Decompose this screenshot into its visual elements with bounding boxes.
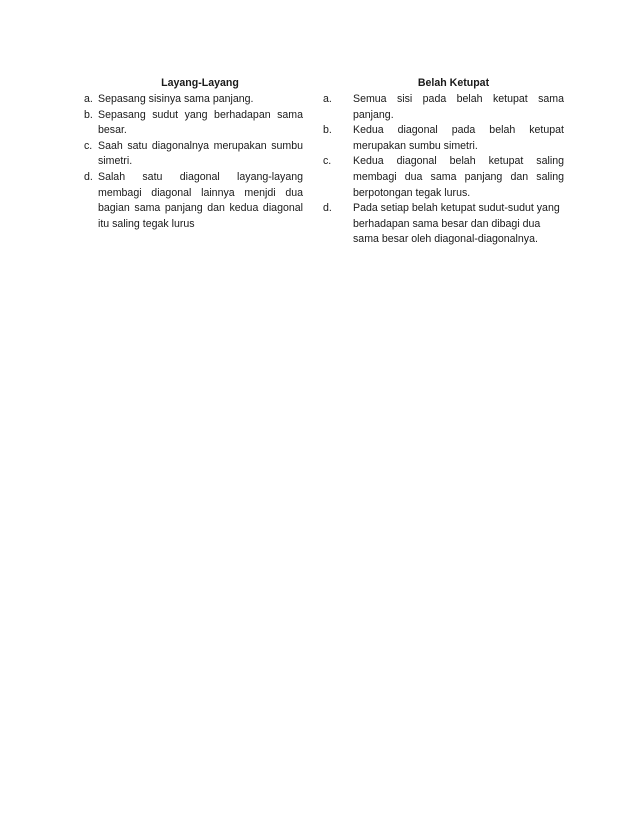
list-marker: d.: [84, 170, 93, 183]
list-marker: a.: [323, 93, 332, 105]
list-item-text: Saah satu diagonalnya merupakan sumbu simetri.: [98, 139, 303, 168]
list-item-text: Kedua diagonal pada belah ketupat merupakan sumbu simetri.: [353, 124, 564, 152]
rhombus-properties-list: [323, 92, 564, 248]
list-item: [323, 123, 564, 154]
list-item: [84, 170, 303, 232]
list-marker: a.: [84, 93, 93, 105]
list-marker: d.: [323, 202, 332, 215]
rhombus-heading: Belah Ketupat: [417, 77, 490, 89]
list-marker: c.: [84, 139, 93, 152]
list-marker: b.: [323, 124, 332, 137]
list-marker: b.: [84, 108, 93, 121]
list-item-text: Sepasang sudut yang berhadapan sama besar.: [98, 108, 303, 137]
list-item-text: Salah satu diagonal layang-layang membagi diagonal lainnya menjdi dua bagian sama panjang dan kedua diagonal itu saling tegak lurus: [98, 170, 303, 230]
list-item-text: Pada setiap belah ketupat sudut-sudut yang berhadapan sama besar dan dibagi dua sama besar oleh diagonal-diagonalnya.: [353, 202, 560, 246]
list-item: [323, 92, 564, 123]
list-marker: c.: [323, 155, 332, 168]
kite-properties-column: [84, 76, 303, 232]
list-item-text: Kedua diagonal belah ketupat saling membagi dua sama panjang dan saling berpotongan tegak lurus.: [353, 155, 564, 199]
list-item: [84, 139, 303, 170]
list-item: [323, 154, 564, 201]
list-item-text: Sepasang sisinya sama panjang.: [98, 93, 254, 105]
kite-heading: Layang-Layang: [161, 77, 239, 89]
list-item: [323, 201, 564, 248]
rhombus-properties-column: [323, 76, 564, 248]
list-item: [84, 108, 303, 139]
kite-properties-list: [84, 92, 303, 232]
list-item-text: Semua sisi pada belah ketupat sama panjang.: [353, 93, 564, 121]
list-item: [84, 92, 303, 108]
